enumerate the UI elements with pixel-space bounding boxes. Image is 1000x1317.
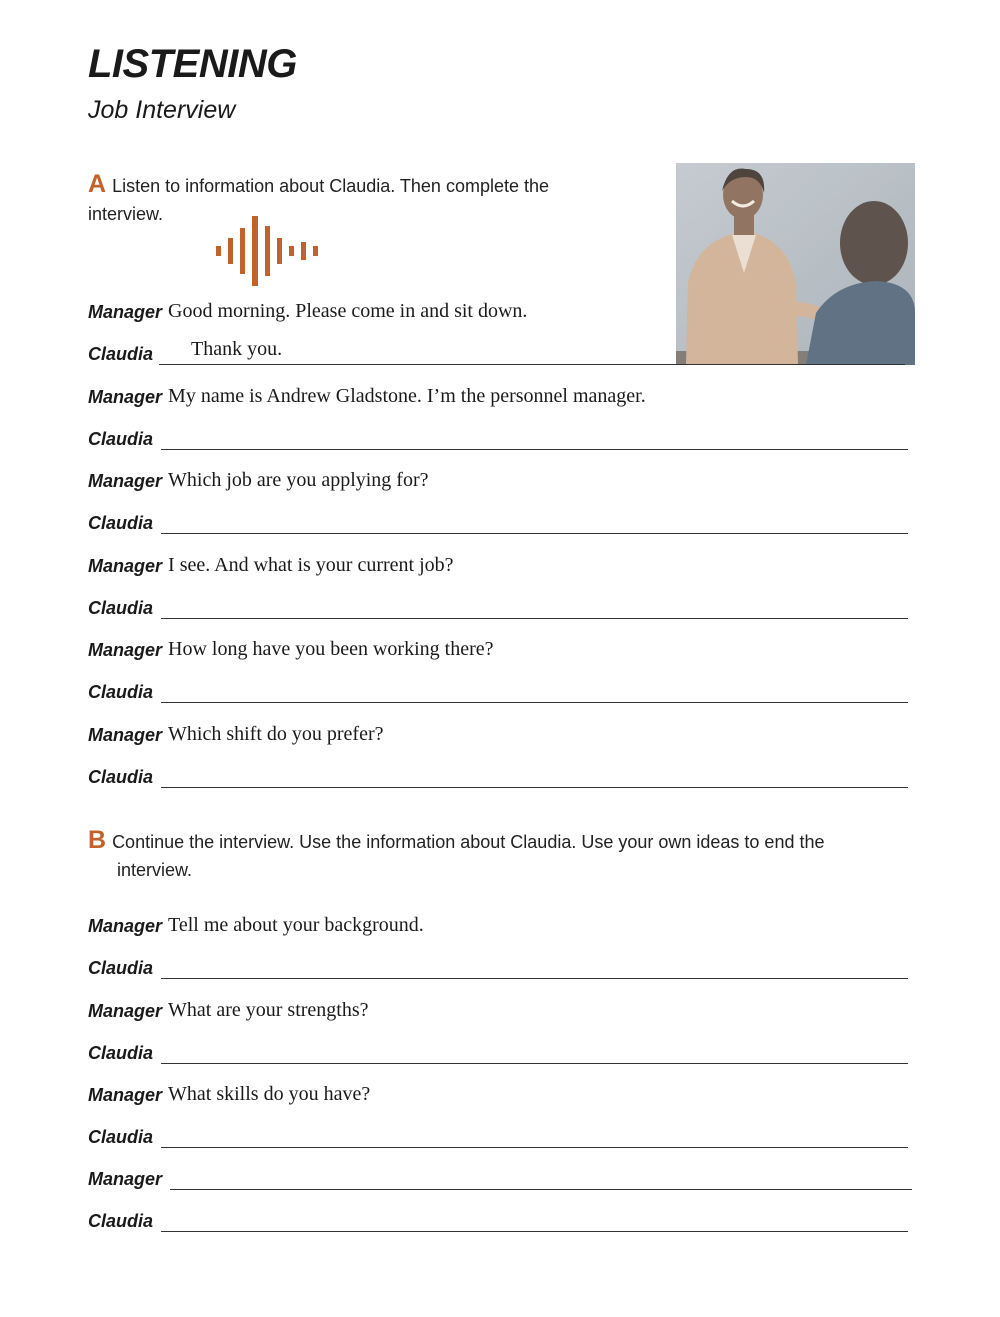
speaker-label: Manager <box>88 916 163 936</box>
section-b-instruction <box>88 826 930 884</box>
speaker-label: Claudia <box>88 344 154 364</box>
dialogue-text: How long have you been working there? <box>168 638 494 660</box>
dialogue-line <box>88 716 915 746</box>
speaker-label: Manager <box>88 725 163 745</box>
dialogue-line <box>88 1034 908 1064</box>
answer-blank[interactable] <box>161 515 908 534</box>
dialogue-line <box>88 1118 908 1148</box>
dialogue-line <box>88 335 905 365</box>
dialogue-text: I see. And what is your current job? <box>168 554 454 576</box>
speaker-label: Manager <box>88 556 163 576</box>
dialogue-line <box>88 949 908 979</box>
dialogue-text: Which job are you applying for? <box>168 469 429 491</box>
speaker-label: Claudia <box>88 598 154 618</box>
worksheet-title: LISTENING <box>88 42 297 86</box>
speaker-label: Claudia <box>88 429 154 449</box>
dialogue-line <box>88 420 908 450</box>
dialogue-text: What are your strengths? <box>168 999 369 1021</box>
answer-blank[interactable] <box>161 960 908 979</box>
speaker-label: Manager <box>88 1085 163 1105</box>
answer-blank[interactable] <box>161 684 908 703</box>
answer-blank[interactable] <box>170 1171 912 1190</box>
dialogue-text: My name is Andrew Gladstone. I’m the personnel manager. <box>168 385 646 407</box>
dialogue-line <box>88 462 915 492</box>
dialogue-line <box>88 992 915 1022</box>
section-a-instruction <box>88 170 608 228</box>
worksheet-subtitle: Job Interview <box>88 96 236 124</box>
speaker-label: Manager <box>88 387 163 407</box>
dialogue-text: Good morning. Please come in and sit down. <box>168 300 528 322</box>
speaker-label: Claudia <box>88 958 154 978</box>
answer-blank[interactable] <box>161 1213 908 1232</box>
answer-filled[interactable]: Thank you. <box>159 338 905 365</box>
dialogue-line <box>88 631 915 661</box>
speaker-label: Claudia <box>88 767 154 787</box>
speaker-label: Manager <box>88 1001 163 1021</box>
section-b-letter: B <box>88 826 107 854</box>
dialogue-line <box>88 547 915 577</box>
dialogue-text: Tell me about your background. <box>168 914 424 936</box>
section-a-letter: A <box>88 170 107 198</box>
answer-blank[interactable] <box>161 600 908 619</box>
answer-blank[interactable] <box>161 1045 908 1064</box>
dialogue-text: Which shift do you prefer? <box>168 723 384 745</box>
section-a-instruction-text: Listen to information about Claudia. Then complete the interview. <box>88 176 550 224</box>
dialogue-line <box>88 378 915 408</box>
dialogue-line <box>88 1076 915 1106</box>
answer-blank[interactable] <box>161 769 908 788</box>
speaker-label: Claudia <box>88 513 154 533</box>
speaker-label: Claudia <box>88 682 154 702</box>
answer-blank[interactable] <box>161 1129 908 1148</box>
speaker-label: Manager <box>88 471 163 491</box>
section-b-instruction-text: Continue the interview. Use the information about Claudia. Use your own ideas to end the <box>112 832 825 852</box>
audio-waveform-icon[interactable] <box>214 216 322 286</box>
dialogue-line <box>88 907 915 937</box>
dialogue-line <box>88 673 908 703</box>
dialogue-line <box>88 1202 908 1232</box>
dialogue-line <box>88 293 915 323</box>
speaker-label: Manager <box>88 302 163 322</box>
speaker-label: Manager <box>88 1169 163 1189</box>
dialogue-text: What skills do you have? <box>168 1083 371 1105</box>
speaker-label: Claudia <box>88 1211 154 1231</box>
dialogue-line <box>88 758 908 788</box>
answer-blank[interactable] <box>161 431 908 450</box>
dialogue-line <box>88 504 908 534</box>
speaker-label: Claudia <box>88 1127 154 1147</box>
dialogue-line <box>88 589 908 619</box>
speaker-label: Manager <box>88 640 163 660</box>
dialogue-line <box>88 1160 912 1190</box>
speaker-label: Claudia <box>88 1043 154 1063</box>
section-b-instruction-cont: interview. <box>117 860 193 880</box>
